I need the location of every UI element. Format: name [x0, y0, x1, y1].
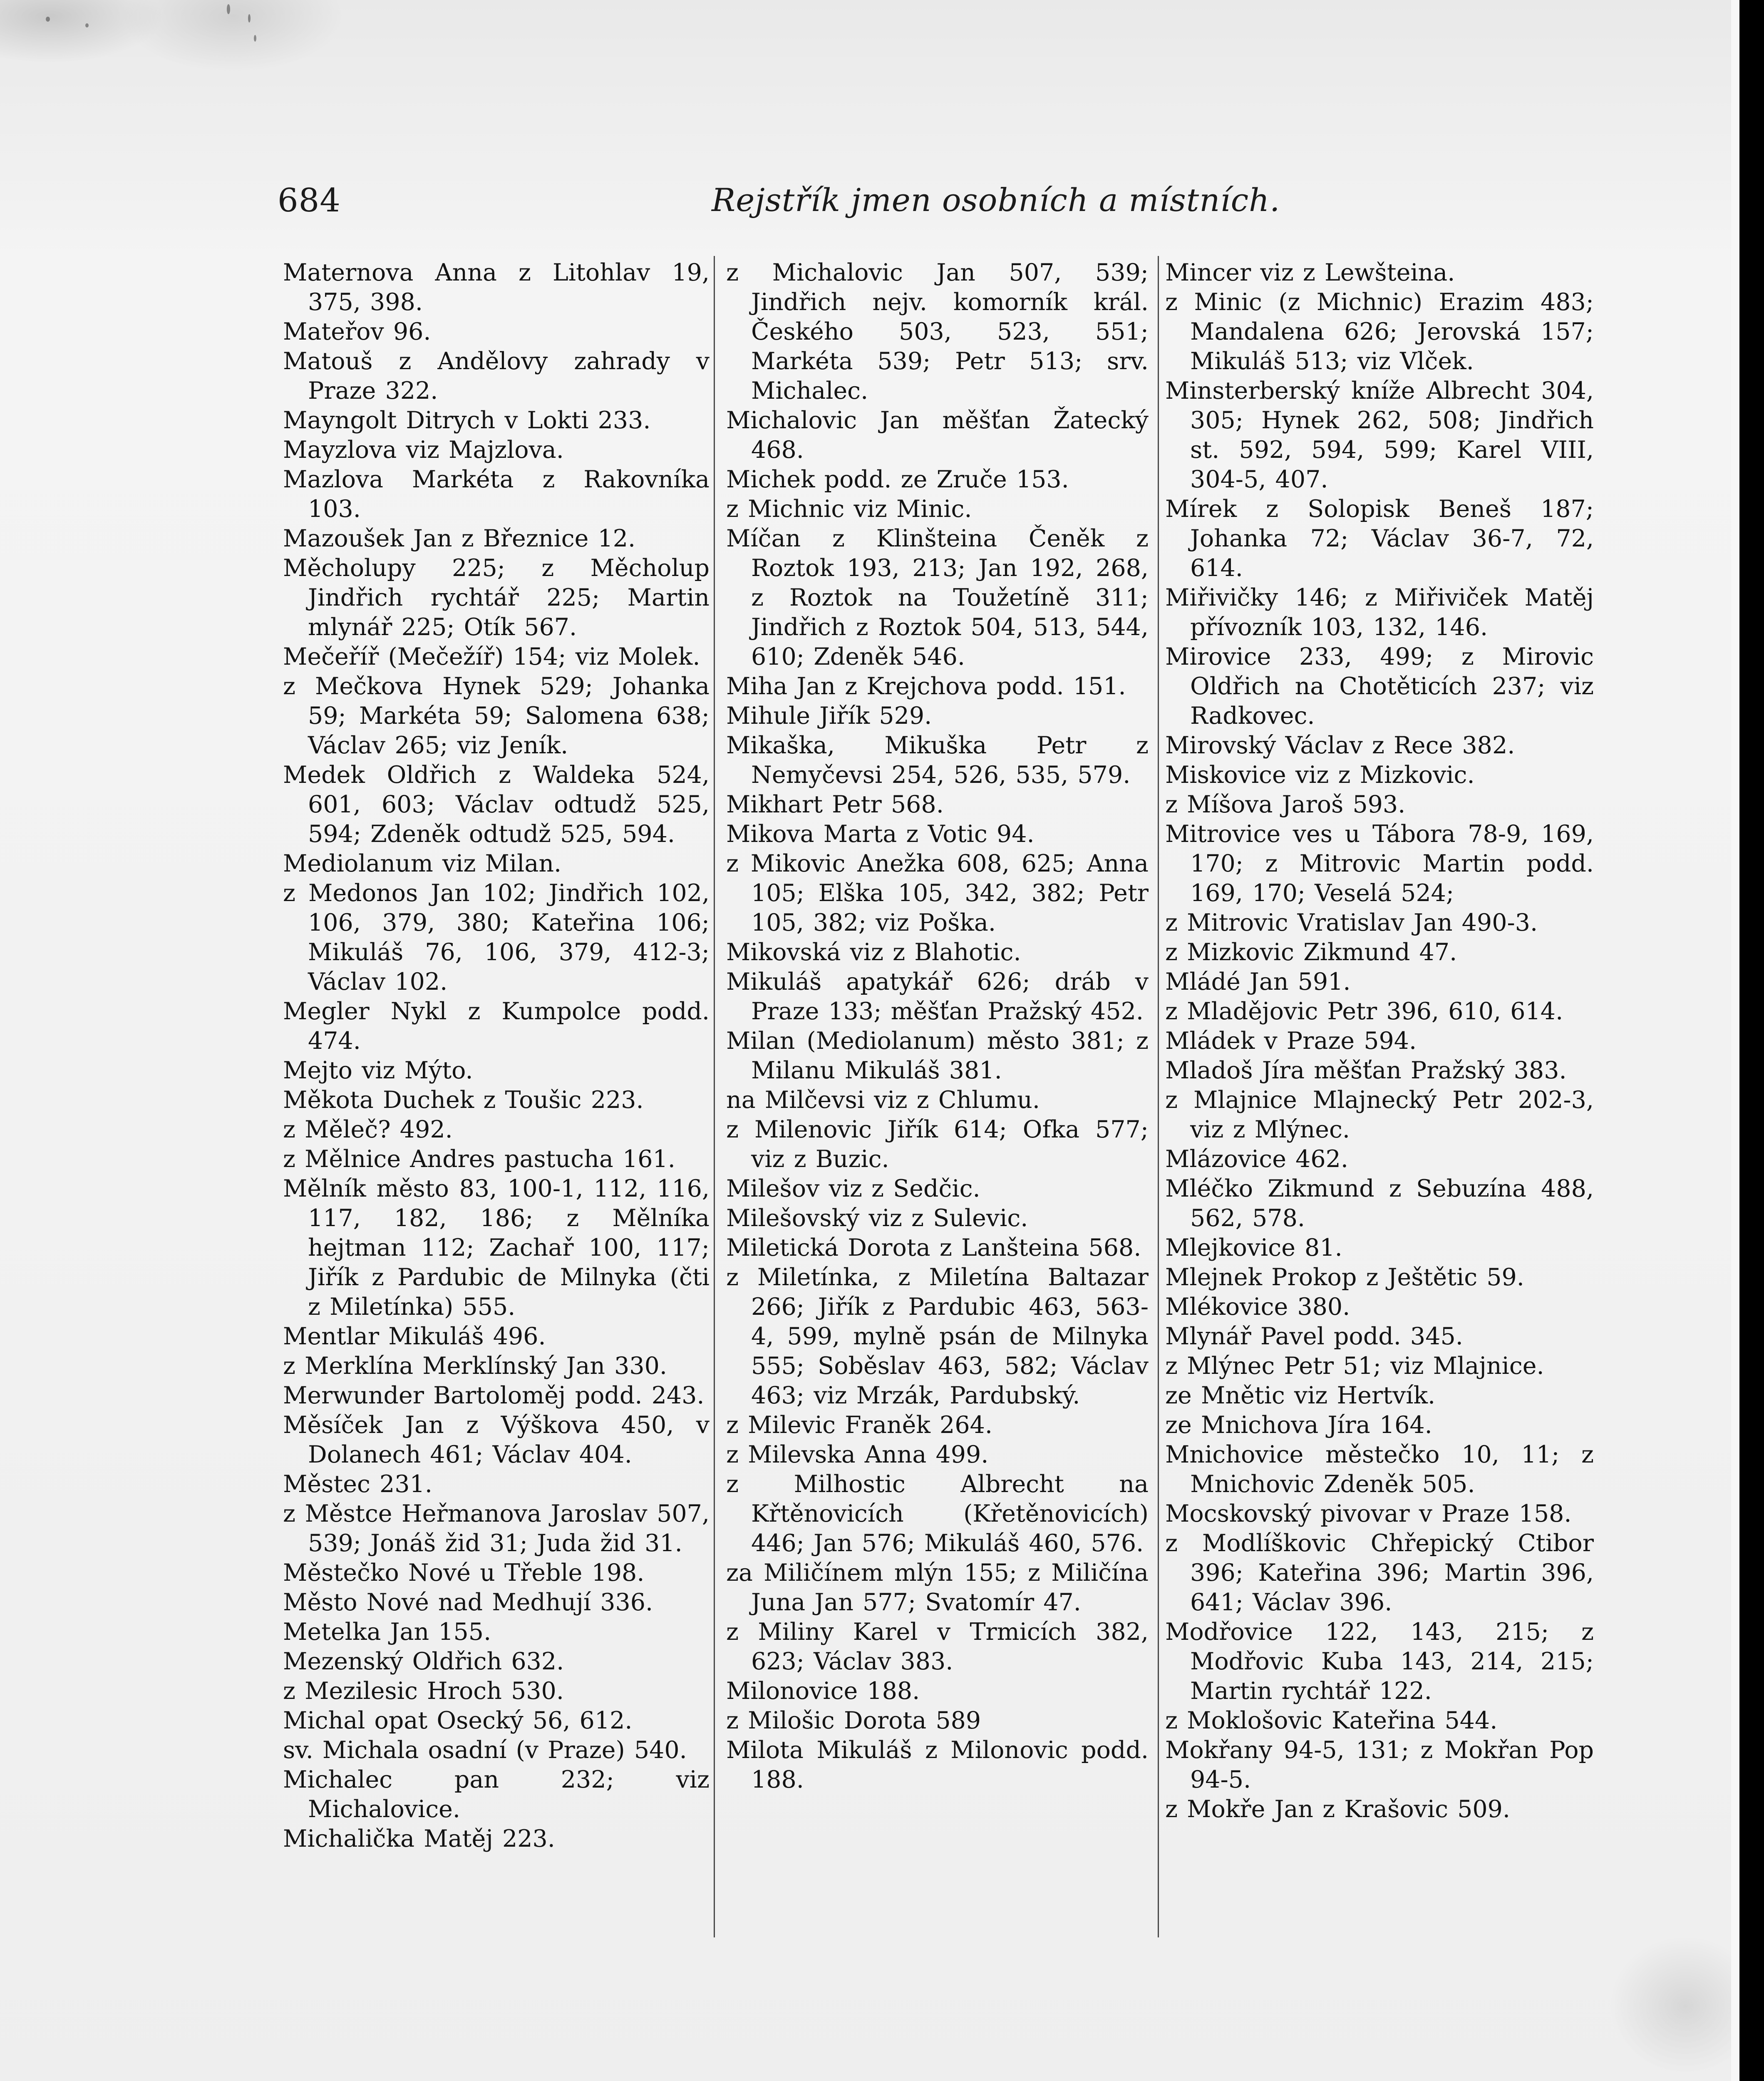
index-entry: Mazlova Markéta z Rakovníka 103. [283, 466, 710, 523]
index-entry: na Milčevsi viz z Chlumu. [726, 1086, 1040, 1114]
index-entry: Merwunder Bartoloměj podd. 243. [283, 1382, 705, 1409]
index-entry: Miřivičky 146; z Miřiviček Matěj přívozník 103, 132, 146. [1165, 584, 1594, 641]
index-entry: Mikaška, Mikuška Petr z Nemyčevsi 254, 526, 535, 579. [726, 732, 1149, 789]
index-entry: z Mečkova Hynek 529; Johanka 59; Markéta 59; Salomena 638; Václav 265; viz Jeník. [283, 673, 710, 759]
index-entry: z Míšova Jaroš 593. [1165, 791, 1406, 818]
index-entry: Městec 231. [283, 1470, 432, 1498]
index-entry: Mirovský Václav z Rece 382. [1165, 732, 1515, 759]
index-entry: z Michnic viz Minic. [726, 495, 972, 523]
ink-spot [227, 4, 230, 14]
index-entry: z Mitrovic Vratislav Jan 490-3. [1165, 909, 1538, 936]
index-entry: z Milevska Anna 499. [726, 1441, 989, 1468]
index-entry: Michalička Matěj 223. [283, 1825, 555, 1853]
index-entry: Milan (Mediolanum) město 381; z Milanu Mikuláš 381. [726, 1027, 1149, 1084]
index-entry: z Mikovic Anežka 608, 625; Anna 105; Elška 105, 342, 382; Petr 105, 382; viz Poška. [726, 850, 1149, 936]
index-entry: z Minic (z Michnic) Erazim 483; Mandalena 626; Jerovská 157; Mikuláš 513; viz Vlček. [1165, 288, 1594, 375]
index-entry: Mateřov 96. [283, 318, 431, 345]
index-entry: Mikova Marta z Votic 94. [726, 820, 1035, 848]
running-head: Rejstřík jmen osobních a místních. [712, 181, 1280, 219]
index-entry: z Mladějovic Petr 396, 610, 614. [1165, 998, 1563, 1025]
index-entry: Mladoš Jíra měšťan Pražský 383. [1165, 1057, 1567, 1084]
index-entry: z Městce Heřmanova Jaroslav 507, 539; Jonáš žid 31; Juda žid 31. [283, 1500, 710, 1557]
index-entry: Milešov viz z Sedčic. [726, 1175, 980, 1202]
index-entry: z Milenovic Jiřík 614; Ofka 577; viz z Buzic. [726, 1116, 1149, 1173]
index-entry: z Milhostic Albrecht na Křtěnovicích (Křetěnovicích) 446; Jan 576; Mikuláš 460, 576. [726, 1470, 1149, 1557]
index-entry: z Mlajnice Mlajnecký Petr 202-3, viz z Mlýnec. [1165, 1086, 1594, 1143]
index-entry: Mírek z Solopisk Beneš 187; Johanka 72; Václav 36-7, 72, 614. [1165, 495, 1594, 582]
index-entry: Miha Jan z Krejchova podd. 151. [726, 673, 1126, 700]
index-entry: Milota Mikuláš z Milonovic podd. 188. [726, 1736, 1149, 1793]
index-entry: ze Mnětic viz Hertvík. [1165, 1382, 1436, 1409]
index-entry: Mocskovský pivovar v Praze 158. [1165, 1500, 1572, 1527]
index-entry: Mazoušek Jan z Březnice 12. [283, 525, 636, 552]
index-column-2 [726, 258, 1149, 1795]
index-entry: z Milošic Dorota 589 [726, 1707, 981, 1734]
index-entry: z Mlýnec Petr 51; viz Mlajnice. [1165, 1352, 1544, 1380]
column-divider [714, 256, 715, 1937]
index-entry: z Michalovic Jan 507, 539; Jindřich nejv. komorník král. Českého 503, 523, 551; Markéta 539; Petr 513; srv. Michalec. [726, 259, 1149, 405]
index-entry: Mělník město 83, 100-1, 112, 116, 117, 182, 186; z Mělníka hejtman 112; Zachař 100, 117; Jiřík z Pardubic de Milnyka (čti z Miletínka) 555. [283, 1175, 710, 1321]
index-entry: Modřovice 122, 143, 215; z Modřovic Kuba 143, 214, 215; Martin rychtář 122. [1165, 1618, 1594, 1705]
ink-spot [46, 17, 50, 22]
ink-spot [85, 23, 89, 27]
index-entry: Mléčko Zikmund z Sebuzína 488, 562, 578. [1165, 1175, 1594, 1232]
index-entry: Miletická Dorota z Lanšteina 568. [726, 1234, 1141, 1262]
index-entry: Miskovice viz z Mizkovic. [1165, 761, 1475, 789]
index-entry: z Moklošovic Kateřina 544. [1165, 1707, 1498, 1734]
index-entry: za Miličínem mlýn 155; z Miličína Juna Jan 577; Svatomír 47. [726, 1559, 1149, 1616]
index-entry: Mentlar Mikuláš 496. [283, 1323, 546, 1350]
index-entry: Michek podd. ze Zruče 153. [726, 466, 1069, 493]
index-entry: z Medonos Jan 102; Jindřich 102, 106, 379, 380; Kateřina 106; Mikuláš 76, 106, 379, 412-3; Václav 102. [283, 879, 710, 996]
index-entry: Měkota Duchek z Toušic 223. [283, 1086, 644, 1114]
index-entry: Mitrovice ves u Tábora 78-9, 169, 170; z Mitrovic Martin podd. 169, 170; Veselá 524; [1165, 820, 1594, 907]
index-entry: Mayzlova viz Majzlova. [283, 436, 564, 464]
index-entry: Mlejnek Prokop z Ještětic 59. [1165, 1264, 1524, 1291]
scan-border [1739, 0, 1764, 2081]
column-divider [1158, 256, 1159, 1937]
index-entry: Mlázovice 462. [1165, 1145, 1349, 1173]
index-entry: Mládek v Praze 594. [1165, 1027, 1417, 1055]
index-entry: Minsterberský kníže Albrecht 304, 305; Hynek 262, 508; Jindřich st. 592, 594, 599; Karel VIII, 304-5, 407. [1165, 377, 1594, 493]
ink-spot [248, 14, 251, 22]
index-entry: Metelka Jan 155. [283, 1618, 491, 1646]
index-entry: Měsíček Jan z Výškova 450, v Dolanech 461; Václav 404. [283, 1411, 710, 1468]
index-entry: Matouš z Andělovy zahrady v Praze 322. [283, 348, 710, 405]
index-entry: z Mizkovic Zikmund 47. [1165, 939, 1457, 966]
index-entry: Mnichovice městečko 10, 11; z Mnichovic Zdeněk 505. [1165, 1441, 1594, 1498]
index-entry: z Milevic Franěk 264. [726, 1411, 992, 1439]
index-entry: Měcholupy 225; z Měcholup Jindřich rychtář 225; Martin mlynář 225; Otík 567. [283, 554, 710, 641]
index-entry: Mikovská viz z Blahotic. [726, 939, 1021, 966]
index-entry: Míčan z Klinšteina Čeněk z Roztok 193, 213; Jan 192, 268, z Roztok na Toužetíně 311; Jindřich z Roztok 504, 513, 544, 610; Zdeněk 546. [726, 525, 1149, 670]
index-entry: Michalovic Jan měšťan Žatecký 468. [726, 407, 1149, 464]
index-column-1 [283, 258, 710, 1854]
index-entry: ze Mnichova Jíra 164. [1165, 1411, 1432, 1439]
index-entry: z Mělnice Andres pastucha 161. [283, 1145, 675, 1173]
index-entry: Maternova Anna z Litohlav 19, 375, 398. [283, 259, 710, 316]
index-entry: Mečeříř (Mečežíř) 154; viz Molek. [283, 643, 700, 670]
index-entry: Milonovice 188. [726, 1677, 920, 1705]
index-entry: Mlynář Pavel podd. 345. [1165, 1323, 1463, 1350]
index-entry: Městečko Nové u Třeble 198. [283, 1559, 645, 1587]
index-entry: z Mezilesic Hroch 530. [283, 1677, 564, 1705]
index-entry: z Modlíškovic Chřepický Ctibor 396; Kateřina 396; Martin 396, 641; Václav 396. [1165, 1530, 1594, 1616]
ink-spot [254, 35, 256, 42]
index-entry: Mincer viz z Lewšteina. [1165, 259, 1455, 286]
index-entry: z Mokře Jan z Krašovic 509. [1165, 1795, 1511, 1823]
index-entry: Milešovský viz z Sulevic. [726, 1204, 1028, 1232]
index-entry: Mayngolt Ditrych v Lokti 233. [283, 407, 651, 434]
index-entry: Mokřany 94-5, 131; z Mokřan Pop 94-5. [1165, 1736, 1594, 1793]
index-entry: sv. Michala osadní (v Praze) 540. [283, 1736, 687, 1764]
index-entry: Medek Oldřich z Waldeka 524, 601, 603; Václav odtudž 525, 594; Zdeněk odtudž 525, 594. [283, 761, 710, 848]
index-entry: Mikhart Petr 568. [726, 791, 944, 818]
index-entry: Mlékovice 380. [1165, 1293, 1350, 1321]
index-column-3 [1165, 258, 1594, 1824]
index-entry: Mikuláš apatykář 626; dráb v Praze 133; měšťan Pražský 452. [726, 968, 1149, 1025]
index-entry: Michal opat Osecký 56, 612. [283, 1707, 633, 1734]
index-entry: Michalec pan 232; viz Michalovice. [283, 1766, 710, 1823]
index-entry: Město Nové nad Medhují 336. [283, 1589, 653, 1616]
index-entry: z Miliny Karel v Trmicích 382, 623; Václav 383. [726, 1618, 1149, 1675]
index-entry: Mládé Jan 591. [1165, 968, 1351, 996]
index-entry: z Měleč? 492. [283, 1116, 453, 1143]
index-entry: Mlejkovice 81. [1165, 1234, 1342, 1262]
index-entry: Mirovice 233, 499; z Mirovic Oldřich na Chotěticích 237; viz Radkovec. [1165, 643, 1594, 730]
index-entry: Mediolanum viz Milan. [283, 850, 562, 877]
page-number: 684 [278, 182, 341, 219]
index-entry: z Merklína Merklínský Jan 330. [283, 1352, 667, 1380]
index-entry: z Miletínka, z Miletína Baltazar 266; Jiřík z Pardubic 463, 563-4, 599, mylně psán de Milnyka 555; Soběslav 463, 582; Václav 463; viz Mrzák, Pardubský. [726, 1264, 1149, 1409]
index-entry: Mejto viz Mýto. [283, 1057, 473, 1084]
index-entry: Mihule Jiřík 529. [726, 702, 932, 730]
index-entry: Megler Nykl z Kumpolce podd. 474. [283, 998, 710, 1055]
index-entry: Mezenský Oldřich 632. [283, 1648, 564, 1675]
